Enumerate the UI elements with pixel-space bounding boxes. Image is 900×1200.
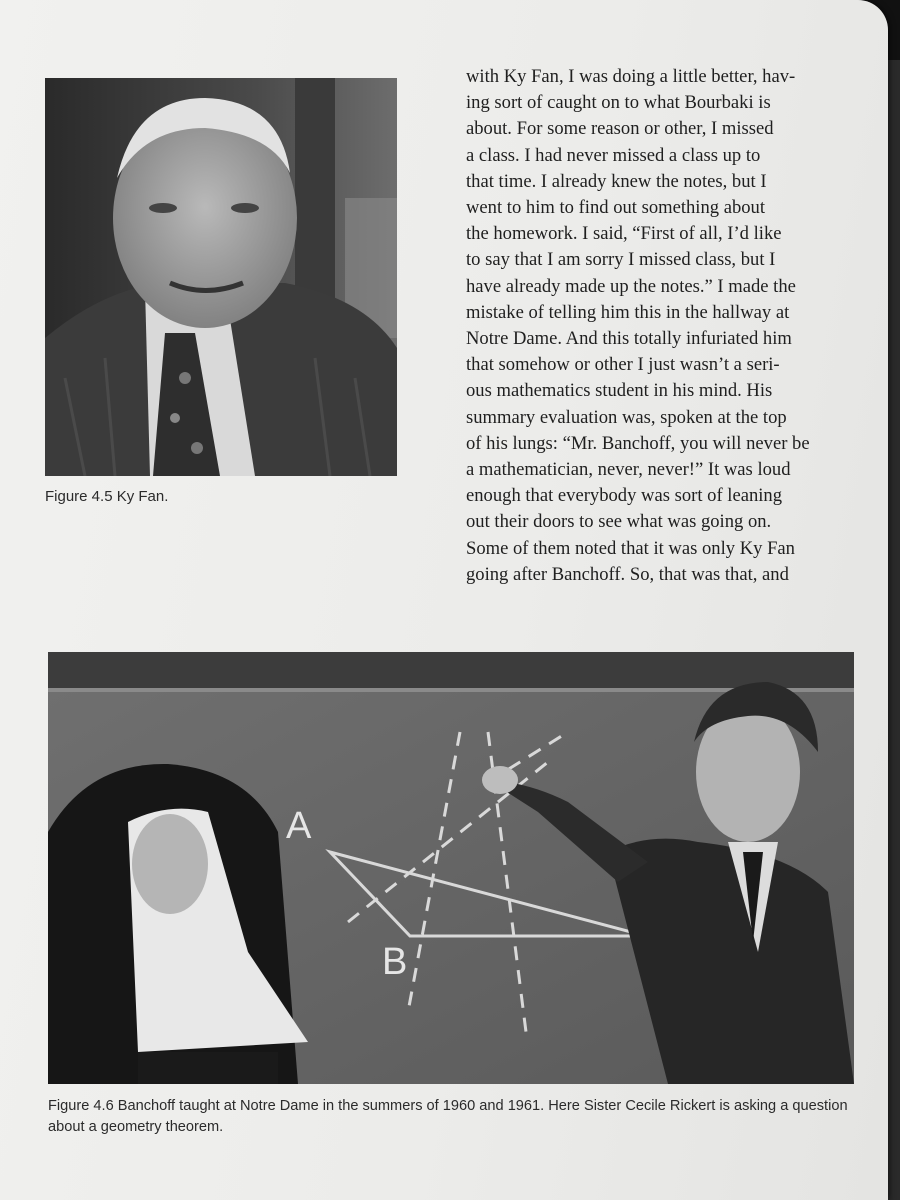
text-line: Some of them noted that it was only Ky Fan <box>466 537 795 559</box>
text-line: to say that I am sorry I missed class, but I <box>466 249 776 271</box>
text-line: enough that everybody was sort of leaning <box>466 485 783 507</box>
text-line: the homework. I said, “First of all, I’d like <box>466 223 782 245</box>
text-line: summary evaluation was, spoken at the top <box>466 406 787 428</box>
text-line: a class. I had never missed a class up to <box>466 144 761 166</box>
figure-4-6-caption: Figure 4.6 Banchoff taught at Notre Dame in the summers of 1960 and 1961. Here Sister Cecile Rickert is asking a question about a geometry theorem. <box>48 1098 848 1135</box>
figure-4-5-caption: Figure 4.5 Ky Fan. <box>45 488 169 505</box>
text-line: went to him to find out something about <box>466 197 766 219</box>
chalk-label-a: A <box>286 805 312 847</box>
text-line: out their doors to see what was going on. <box>466 511 772 533</box>
text-line: that time. I already knew the notes, but I <box>466 170 767 192</box>
text-line: Notre Dame. And this totally infuriated him <box>466 328 792 350</box>
ky-fan-photo <box>45 78 397 476</box>
text-line: have already made up the notes.” I made the <box>466 275 796 297</box>
body-text <box>466 64 866 588</box>
chalk-label-b: B <box>382 941 408 983</box>
banchoff-blackboard-photo <box>48 652 854 1084</box>
text-line: that somehow or other I just wasn’t a seri- <box>466 354 780 376</box>
text-line: mistake of telling him this in the hallway at <box>466 301 790 323</box>
text-line: of his lungs: “Mr. Banchoff, you will never be <box>466 432 810 454</box>
text-line: about. For some reason or other, I missed <box>466 118 774 140</box>
text-line: a mathematician, never, never!” It was loud <box>466 459 791 481</box>
text-line: ous mathematics student in his mind. His <box>466 380 773 402</box>
text-line: with Ky Fan, I was doing a little better, hav- <box>466 66 796 87</box>
text-line: ing sort of caught on to what Bourbaki is <box>466 92 771 114</box>
text-line: going after Banchoff. So, that was that, and <box>466 563 789 585</box>
